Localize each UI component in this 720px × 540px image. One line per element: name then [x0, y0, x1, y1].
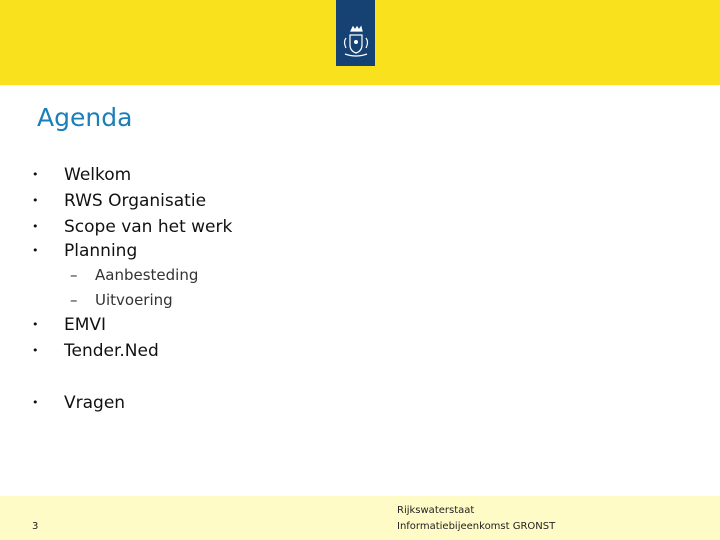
- agenda-subitem-label: Aanbesteding: [95, 266, 199, 284]
- agenda-item-label: Planning: [64, 241, 138, 261]
- bullet-icon: •: [32, 168, 39, 181]
- agenda-item-label: Welkom: [64, 165, 132, 185]
- logo: [336, 0, 375, 66]
- page-number: 3: [32, 521, 39, 532]
- bullet-icon: •: [32, 344, 39, 357]
- agenda-subitem-label: Uitvoering: [95, 291, 173, 309]
- agenda-item-label: Vragen: [64, 393, 126, 413]
- footer-band: [0, 496, 720, 540]
- bullet-icon: •: [32, 220, 39, 233]
- agenda-item-label: RWS Organisatie: [64, 191, 207, 211]
- agenda-item-label: EMVI: [64, 315, 107, 335]
- coat-of-arms-icon: [336, 0, 375, 66]
- agenda-item-label: Scope van het werk: [64, 217, 233, 237]
- agenda-item-label: Tender.Ned: [64, 341, 159, 361]
- bullet-icon: •: [32, 244, 39, 257]
- footer-event-name: Informatiebijeenkomst GRONST: [397, 521, 556, 532]
- slide-title: Agenda: [37, 103, 133, 132]
- bullet-icon: •: [32, 318, 39, 331]
- dash-icon: –: [70, 266, 78, 284]
- bullet-icon: •: [32, 194, 39, 207]
- bullet-icon: •: [32, 396, 39, 409]
- header-band: [0, 0, 720, 85]
- footer-organization: Rijkswaterstaat: [397, 505, 475, 516]
- dash-icon: –: [70, 291, 78, 309]
